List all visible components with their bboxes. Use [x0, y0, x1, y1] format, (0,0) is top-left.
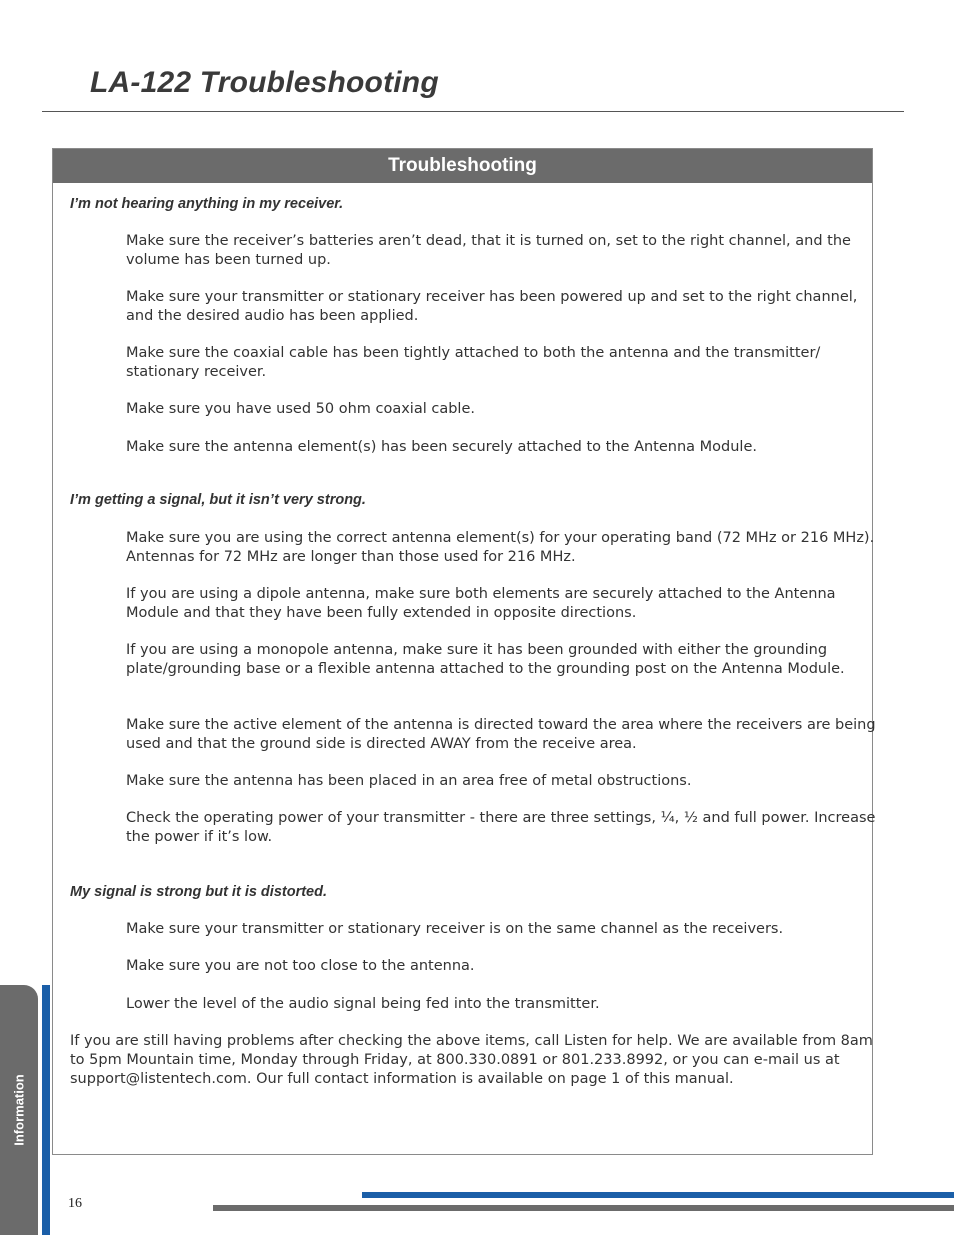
- question-heading: My signal is strong but it is distorted.: [70, 884, 327, 900]
- page-title: LA-122 Troubleshooting: [90, 66, 439, 99]
- question-heading: I’m not hearing anything in my receiver.: [70, 196, 344, 212]
- title-divider: [42, 111, 904, 112]
- question-heading: I’m getting a signal, but it isn’t very strong.: [70, 492, 366, 508]
- answer-item: Make sure the active element of the antenna is directed toward the area where the receivers are being used and that the ground side is directed AWAY from the receive area.: [126, 717, 876, 752]
- footer-gray-bar: [213, 1205, 954, 1211]
- box-header: Troubleshooting: [53, 149, 872, 183]
- troubleshooting-box: [52, 148, 876, 1155]
- answer-item: Make sure you are not too close to the antenna.: [126, 958, 475, 974]
- answer-item: If you are using a monopole antenna, make sure it has been grounded with either the grounding plate/grounding base or a flexible antenna attached to the grounding post on the Antenna Module.: [126, 642, 845, 677]
- answer-item: Make sure your transmitter or stationary receiver is on the same channel as the receivers.: [126, 921, 784, 937]
- answer-item: If you are using a dipole antenna, make sure both elements are securely attached to the Antenna Module and that they have been fully extended in opposite directions.: [126, 586, 836, 621]
- answer-item: Check the operating power of your transmitter - there are three settings, ¼, ½ and full power. Increase the power if it’s low.: [126, 810, 876, 845]
- footer-blue-bar: [362, 1192, 954, 1198]
- answer-item: Make sure you have used 50 ohm coaxial cable.: [126, 401, 475, 417]
- answer-item: Make sure the receiver’s batteries aren’t dead, that it is turned on, set to the right channel, and the volume has been turned up.: [126, 233, 851, 268]
- answer-item: Make sure the coaxial cable has been tightly attached to both the antenna and the transmitter/ stationary receiver.: [126, 345, 821, 380]
- answer-item: Make sure your transmitter or stationary receiver has been powered up and set to the right channel, and the desired audio has been applied.: [126, 289, 858, 324]
- closing-paragraph: If you are still having problems after checking the above items, call Listen for help. We are available from 8am to 5pm Mountain time, Monday through Friday, at 800.330.0891 or 801.233.8992, or you can e-mail us at support@listentech.com. Our full contact information is available on page 1 of this manual.: [70, 1033, 873, 1087]
- answer-item: Make sure the antenna has been placed in an area free of metal obstructions.: [126, 773, 692, 789]
- answer-item: Make sure the antenna element(s) has been securely attached to the Antenna Module.: [126, 439, 757, 455]
- answer-item: Make sure you are using the correct antenna element(s) for your operating band (72 MHz or 216 MHz). Antennas for 72 MHz are longer than those used for 216 MHz.: [126, 530, 875, 565]
- side-tab-label: Information: [11, 1074, 27, 1146]
- page-number: 16: [68, 1196, 82, 1211]
- answer-item: Lower the level of the audio signal being fed into the transmitter.: [126, 996, 600, 1012]
- side-accent-bar: [42, 985, 50, 1235]
